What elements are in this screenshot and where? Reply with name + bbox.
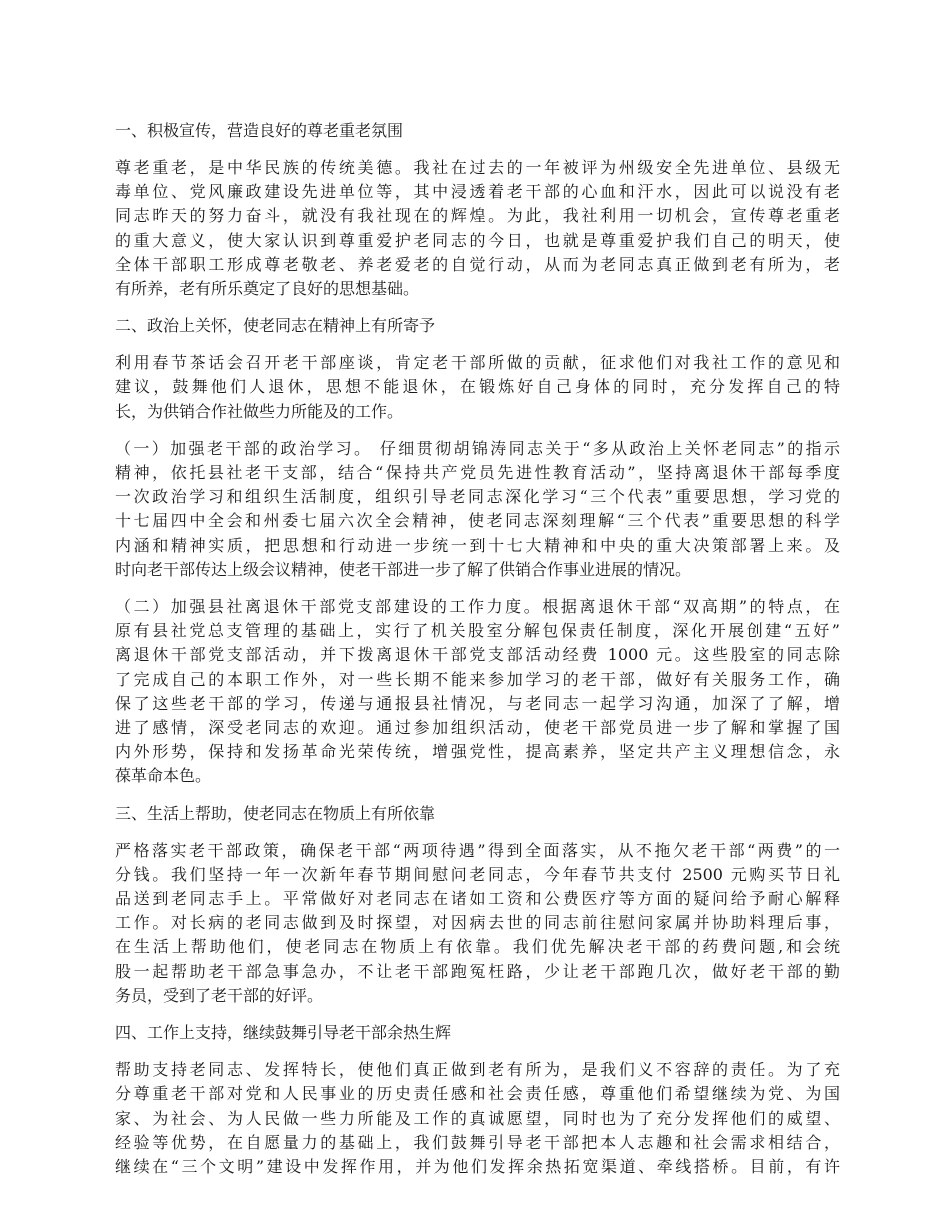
section-heading xyxy=(115,1021,840,1045)
section-heading xyxy=(115,314,840,338)
text-line: 精神，依托县社老干支部，结合“保持共产党员先进性教育活动”，坚持离退休干部每季度 xyxy=(115,463,840,483)
text-line: 离退休干部党支部活动，并下拨离退休干部党支部活动经费 1000 元。这些股室的同志除 xyxy=(115,645,840,665)
section-heading xyxy=(115,119,840,143)
text-line: 时向老干部传达上级会议精神，使老干部进一步了解了供销合作事业进展的情况。 xyxy=(115,559,692,579)
text-line: 内涵和精神实质，把思想和行动进一步统一到十七大精神和中央的重大决策部署上来。及 xyxy=(115,535,840,555)
paragraph xyxy=(115,437,840,582)
text-line: 内外形势，保持和发扬革命光荣传统，增强党性，提高素养，坚定共产主义理想信念，永 xyxy=(115,742,840,762)
text-line: 利用春节茶话会召开老干部座谈，肯定老干部所做的贡献，征求他们对我社工作的意见和 xyxy=(115,353,840,373)
text-line: 原有县社党总支管理的基础上，实行了机关股室分解包保责任制度，深化开展创建“五好” xyxy=(115,621,840,641)
text-line: 一次政治学习和组织生活制度，组织引导老同志深化学习“三个代表”重要思想，学习党的 xyxy=(115,487,840,507)
text-line: 帮助支持老同志、发挥特长，使他们真正做到老有所为，是我们义不容辞的责任。为了充 xyxy=(115,1060,840,1080)
text-line: 经验等优势，在自愿量力的基础上，我们鼓舞引导老干部把本人志趣和社会需求相结合， xyxy=(115,1132,840,1152)
paragraph xyxy=(115,839,840,1008)
document-page xyxy=(115,119,840,1192)
text-line: 在生活上帮助他们，使老同志在物质上有依靠。我们优先解决老干部的药费问题,和会统 xyxy=(115,937,840,957)
text-line: 务员，受到了老干部的好评。 xyxy=(115,985,324,1005)
text-line: 十七届四中全会和州委七届六次全会精神，使老同志深刻理解“三个代表”重要思想的科学 xyxy=(115,511,840,531)
text-line: 同志昨天的努力奋斗，就没有我社现在的辉煌。为此，我社利用一切机会，宣传尊老重老 xyxy=(115,206,840,226)
text-line: 家、为社会、为人民做一些力所能及工作的真诚愿望，同时也为了充分发挥他们的威望、 xyxy=(115,1108,840,1128)
section-heading xyxy=(115,802,840,826)
text-line: 继续在“三个文明”建设中发挥作用，并为他们发挥余热拓宽渠道、牵线搭桥。目前，有许 xyxy=(115,1156,840,1176)
text-line: 工作。对长病的老同志做到及时探望，对因病去世的同志前往慰问家属并协助料理后事， xyxy=(115,913,840,933)
text-line: 了完成自己的本职工作外，对一些长期不能来参加学习的老干部，做好有关服务工作，确 xyxy=(115,669,840,689)
text-line: 一、积极宣传，营造良好的尊老重老氛围 xyxy=(115,121,404,140)
text-line: （一）加强老干部的政治学习。 仔细贯彻胡锦涛同志关于“多从政治上关怀老同志”的指示 xyxy=(115,438,840,458)
text-line: 分尊重老干部对党和人民事业的历史责任感和社会责任感，尊重他们希望继续为党、为国 xyxy=(115,1084,840,1104)
paragraph xyxy=(115,595,840,789)
text-line: 长，为供销合作社做些力所能及的工作。 xyxy=(115,401,404,421)
text-line: 品送到老同志手上。平常做好对老同志在诸如工资和公费医疗等方面的疑问给予耐心解释 xyxy=(115,889,840,909)
paragraph xyxy=(115,1058,840,1179)
paragraph xyxy=(115,156,840,301)
text-line: 二、政治上关怀，使老同志在精神上有所寄予 xyxy=(115,316,436,336)
text-line: 三、生活上帮助，使老同志在物质上有所依靠 xyxy=(115,803,436,823)
paragraph xyxy=(115,351,840,424)
text-line: 毒单位、党风廉政建设先进单位等，其中浸透着老干部的心血和汗水，因此可以说没有老 xyxy=(115,182,840,202)
text-line: 全体干部职工形成尊老敬老、养老爱老的自觉行动，从而为老同志真正做到老有所为，老 xyxy=(115,254,840,274)
text-line: （二）加强县社离退休干部党支部建设的工作力度。根据离退休干部“双高期”的特点，在 xyxy=(115,597,840,617)
text-line: 分钱。我们坚持一年一次新年春节期间慰问老同志，今年春节共支付 2500 元购买节日礼 xyxy=(115,864,840,884)
text-line: 保了这些老干部的学习，传递与通报县社情况，与老同志一起学习沟通，加深了了解，增 xyxy=(115,693,840,713)
text-line: 有所养，老有所乐奠定了良好的思想基础。 xyxy=(115,279,420,299)
text-line: 股一起帮助老干部急事急办，不让老干部跑冤枉路，少让老干部跑几次，做好老干部的勤 xyxy=(115,961,840,981)
text-line: 建议，鼓舞他们人退休，思想不能退休，在锻炼好自己身体的同时，充分发挥自己的特 xyxy=(115,377,840,397)
text-line: 的重大意义，使大家认识到尊重爱护老同志的今日，也就是尊重爱护我们自己的明天，使 xyxy=(115,230,840,250)
text-line: 尊老重老，是中华民族的传统美德。我社在过去的一年被评为州级安全先进单位、县级无 xyxy=(115,158,840,177)
text-line: 四、工作上支持，继续鼓舞引导老干部余热生辉 xyxy=(115,1023,452,1043)
text-line: 严格落实老干部政策，确保老干部“两项待遇”得到全面落实，从不拖欠老干部“两费”的一 xyxy=(115,840,840,860)
text-line: 进了感情，深受老同志的欢迎。通过参加组织活动，使老干部党员进一步了解和掌握了国 xyxy=(115,718,840,738)
text-line: 葆革命本色。 xyxy=(115,766,212,786)
